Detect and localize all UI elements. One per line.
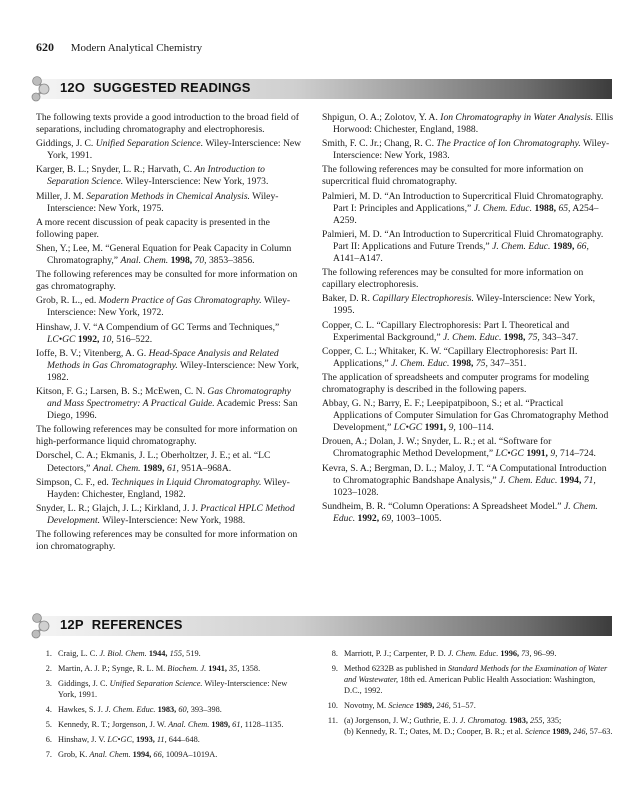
reading-entry: Ioffe, B. V.; Vitenberg, A. G. Head-Space Analysis and Related Methods in Gas Chromatography. Wiley-Interscience: New York, 1982. bbox=[36, 347, 299, 383]
reading-intro: A more recent discussion of peak capacity is presented in the following paper. bbox=[36, 216, 270, 240]
reading-entry: Sundheim, B. R. “Column Operations: A Spreadsheet Model.” J. Chem. Educ. 1992, 69, 1003–1005. bbox=[322, 500, 598, 524]
reading-entry: Baker, D. R. Capillary Electrophoresis. Wiley-Interscience: New York, 1995. bbox=[322, 293, 596, 317]
reading-intro: The following references may be consulted for more information on ion chromatography. bbox=[36, 529, 298, 553]
reading-entry: Palmieri, M. D. “An Introduction to Supercritical Fluid Chromatography. Part I: Principles and Applications,” J. Chem. Educ. 1988, 65, A254–A259. bbox=[322, 190, 604, 226]
reference-number: 2. bbox=[45, 664, 52, 673]
reading-entry: Kevra, S. A.; Bergman, D. L.; Maloy, J. T. “A Computational Introduction to Chromatographic Bandshape Analysis,” J. Chem. Educ. 1994, 71, 1023–1028. bbox=[322, 462, 607, 498]
readings-left-column bbox=[36, 112, 302, 555]
section-number: 12O bbox=[60, 80, 86, 95]
suggested-readings-heading bbox=[28, 74, 612, 102]
reference-number: 1. bbox=[45, 649, 52, 658]
reference-number: 8. bbox=[331, 649, 338, 658]
reference-text: (a) Jorgenson, J. W.; Guthrie, E. J. J. Chromatog. 1983, 255, 335; (b) Kennedy, R. T.; Oates, M. D.; Cooper, B. R.; et al. Science 1989, 246, 57–63. bbox=[344, 716, 613, 736]
reference-text: Giddings, J. C. Unified Separation Science. Wiley-Interscience: New York, 1991. bbox=[58, 679, 288, 699]
reading-intro: The following references may be consulted for more information on gas chromatography. bbox=[36, 269, 298, 293]
reference-number: 7. bbox=[45, 750, 52, 759]
reading-entry: Kitson, F. G.; Larsen, B. S.; McEwen, C. N. Gas Chromatography and Mass Spectrometry: A Practical Guide. Academic Press: San Diego, 1996. bbox=[36, 385, 298, 422]
reference-item bbox=[36, 749, 306, 760]
section-title bbox=[60, 617, 183, 632]
reference-item bbox=[36, 719, 306, 730]
reference-item bbox=[36, 704, 306, 715]
reading-intro: The following texts provide a good introduction to the broad field of separations, including chromatography and electrophoresis. bbox=[36, 112, 299, 136]
reference-text: Novotny, M. Science 1989, 246, 51–57. bbox=[344, 701, 476, 710]
reference-text: Hawkes, S. J. J. Chem. Educ. 1983, 60, 393–398. bbox=[58, 705, 222, 714]
reading-entry: Palmieri, M. D. “An Introduction to Supercritical Fluid Chromatography. Part II: Applications and Future Trends,” J. Chem. Educ. 1989, 66, A141–A147. bbox=[322, 228, 604, 265]
reference-text: Method 6232B as published in Standard Methods for the Examination of Water and Wastewater, 18th ed. American Public Health Association: Washington, D.C., 1992. bbox=[344, 664, 608, 695]
reference-number: 3. bbox=[45, 679, 52, 688]
reference-number: 4. bbox=[45, 705, 52, 714]
reading-intro: The following references may be consulted for more information on capillary electrophoresis. bbox=[322, 267, 584, 291]
reference-number: 10. bbox=[327, 701, 338, 710]
reference-item bbox=[36, 648, 306, 659]
reading-intro: The following references may be consulted for more information on supercritical fluid chromatography. bbox=[322, 164, 584, 188]
reference-text: Grob, K. Anal. Chem. 1994, 66, 1009A–1019A. bbox=[58, 750, 218, 759]
reading-entry: Shen, Y.; Lee, M. “General Equation for Peak Capacity in Column Chromatography,” Anal. Chem. 1998, 70, 3853–3856. bbox=[36, 242, 292, 267]
reading-entry: Drouen, A.; Dolan, J. W.; Snyder, L. R.; et al. “Software for Chromatographic Method Development,” LC•GC 1991, 9, 714–724. bbox=[322, 436, 596, 460]
readings-right-column bbox=[322, 112, 614, 527]
reading-entry: Simpson, C. F., ed. Techniques in Liquid Chromatography. Wiley-Hayden: Chichester, England, 1982. bbox=[36, 476, 290, 500]
reference-text: Kennedy, R. T.; Jorgenson, J. W. Anal. Chem. 1989, 61, 1128–1135. bbox=[58, 720, 284, 729]
reference-item bbox=[36, 734, 306, 745]
reference-number: 5. bbox=[45, 720, 52, 729]
reference-item bbox=[36, 663, 306, 674]
reading-entry: Copper, C. L.; Whitaker, K. W. “Capillary Electrophoresis: Part II. Applications,” J. Chem. Educ. 1998, 75, 347–351. bbox=[322, 345, 578, 369]
molecule-icon bbox=[28, 611, 58, 639]
section-title bbox=[60, 80, 251, 95]
references-right-column bbox=[322, 648, 614, 741]
reference-item bbox=[322, 663, 614, 696]
reading-entry: Snyder, L. R.; Glajch, J. L.; Kirkland, J. J. Practical HPLC Method Development. Wiley-Interscience: New York, 1988. bbox=[36, 502, 295, 526]
reading-entry: Smith, F. C. Jr.; Chang, R. C. The Practice of Ion Chromatography. Wiley-Interscience: New York, 1983. bbox=[322, 138, 610, 162]
reading-entry: Karger, B. L.; Snyder, L. R.; Harvath, C. An Introduction to Separation Science. Wiley-Interscience: New York, 1973. bbox=[36, 164, 269, 188]
section-title-text: REFERENCES bbox=[91, 617, 183, 632]
reference-item bbox=[322, 700, 614, 711]
reading-intro: The following references may be consulted for more information on high-performance liquid chromatography. bbox=[36, 424, 298, 448]
reading-entry: Shpigun, O. A.; Zolotov, Y. A. Ion Chromatography in Water Analysis. Ellis Horwood: Chichester, England, 1988. bbox=[322, 112, 614, 136]
reference-item bbox=[322, 715, 614, 737]
section-number: 12P bbox=[60, 617, 84, 632]
running-header bbox=[36, 40, 202, 55]
reading-entry: Dorschel, C. A.; Ekmanis, J. L.; Oberholtzer, J. E.; et al. “LC Detectors,” Anal. Chem. 1989, 61, 951A–968A. bbox=[36, 450, 271, 474]
section-title-text: SUGGESTED READINGS bbox=[93, 80, 251, 95]
reference-text: Marriott, P. J.; Carpenter, P. D. J. Chem. Educ. 1996, 73, 96–99. bbox=[344, 649, 557, 658]
reference-text: Hinshaw, J. V. LC•GC, 1993, 11, 644–648. bbox=[58, 735, 200, 744]
reference-number: 6. bbox=[45, 735, 52, 744]
reading-entry: Miller, J. M. Separation Methods in Chemical Analysis. Wiley-Interscience: New York, 1975. bbox=[36, 190, 279, 214]
reference-text: Craig, L. C. J. Biol. Chem. 1944, 155, 519. bbox=[58, 649, 201, 658]
references-left-column bbox=[36, 648, 306, 764]
reference-number: 9. bbox=[331, 664, 338, 673]
reading-entry: Grob, R. L., ed. Modern Practice of Gas Chromatography. Wiley-Interscience: New York, 1972. bbox=[36, 295, 291, 319]
reading-entry: Copper, C. L. “Capillary Electrophoresis: Part I. Theoretical and Experimental Background,” J. Chem. Educ. 1998, 75, 343–347. bbox=[322, 319, 579, 343]
molecule-icon bbox=[28, 74, 58, 102]
reading-intro: The application of spreadsheets and computer programs for modeling chromatography is described in the following papers. bbox=[322, 371, 589, 395]
reading-entry: Abbay, G. N.; Barry, E. F.; Leepipatpiboon, S.; et al. “Practical Applications of Computer Simulation for Gas Chromatography Method Development,” LC•GC 1991, 9, 100–114. bbox=[322, 398, 609, 434]
reference-item bbox=[322, 648, 614, 659]
page-number: 620 bbox=[36, 40, 54, 54]
reading-entry: Giddings, J. C. Unified Separation Science. Wiley-Interscience: New York, 1991. bbox=[36, 138, 302, 162]
reference-item bbox=[36, 678, 306, 700]
book-title: Modern Analytical Chemistry bbox=[70, 42, 203, 54]
references-heading bbox=[28, 611, 612, 639]
reading-entry: Hinshaw, J. V. “A Compendium of GC Terms and Techniques,” LC•GC 1992, 10, 516–522. bbox=[36, 321, 280, 345]
reference-text: Martin, A. J. P.; Synge, R. L. M. Biochem. J. 1941, 35, 1358. bbox=[58, 664, 261, 673]
reference-number: 11. bbox=[327, 716, 338, 725]
